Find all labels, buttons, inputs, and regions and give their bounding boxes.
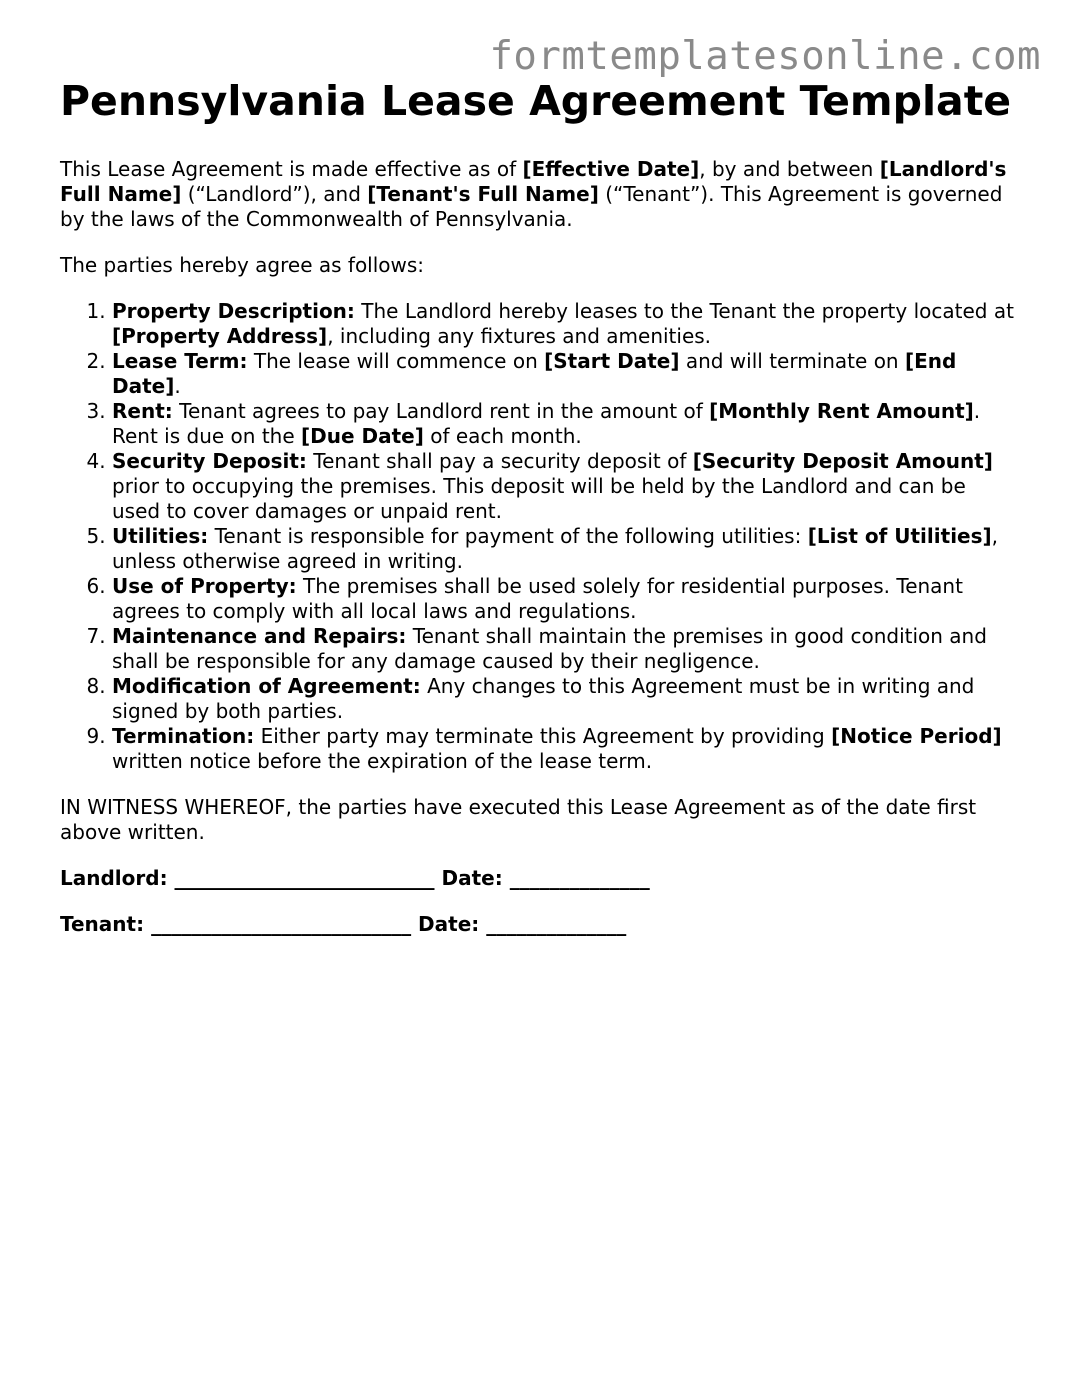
tenant-date-line[interactable]: ______________: [486, 912, 627, 936]
clause-use-of-property: [112, 574, 1020, 624]
tenant-label: Tenant:: [60, 912, 145, 936]
clause-text: written notice before the expiration of the lease term.: [112, 749, 653, 773]
start-date-placeholder: [Start Date]: [544, 349, 680, 373]
clause-text: Tenant is responsible for payment of the following utilities:: [208, 524, 808, 548]
clause-text: .: [174, 374, 181, 398]
clause-text: prior to occupying the premises. This deposit will be held by the Landlord and can be used to cover damages or unpaid rent.: [112, 474, 966, 523]
security-deposit-placeholder: [Security Deposit Amount]: [692, 449, 993, 473]
clause-heading: Utilities:: [112, 524, 209, 548]
clause-security-deposit: [112, 449, 1020, 524]
utilities-list-placeholder: [List of Utilities]: [807, 524, 992, 548]
clause-maintenance: [112, 624, 1020, 674]
clause-text: The premises shall be used solely for residential purposes. Tenant agrees to comply with all local laws and regulations.: [112, 574, 963, 623]
monthly-rent-placeholder: [Monthly Rent Amount]: [709, 399, 974, 423]
clause-lease-term: [112, 349, 1020, 399]
due-date-placeholder: [Due Date]: [301, 424, 424, 448]
clause-text: . Rent is due on the: [112, 399, 981, 448]
landlord-date-line[interactable]: ______________: [509, 866, 650, 890]
clause-text: Any changes to this Agreement must be in writing and signed by both parties.: [112, 674, 975, 723]
tenant-name-placeholder: [Tenant's Full Name]: [367, 182, 599, 206]
clause-list: [60, 299, 1020, 774]
clause-text: , unless otherwise agreed in writing.: [112, 524, 999, 573]
clause-text: , including any fixtures and amenities.: [327, 324, 712, 348]
tenant-signature-line[interactable]: __________________________: [151, 912, 412, 936]
clause-heading: Rent:: [112, 399, 173, 423]
intro-text: (“Tenant”). This Agreement is governed by the laws of the Commonwealth of Pennsylvania.: [60, 182, 1003, 231]
intro-text: , by and between: [699, 157, 880, 181]
clause-text: The Landlord hereby leases to the Tenant the property located at: [354, 299, 1014, 323]
clause-heading: Property Description:: [112, 299, 355, 323]
end-date-placeholder: [End Date]: [112, 349, 957, 398]
effective-date-placeholder: [Effective Date]: [522, 157, 700, 181]
clause-text: Tenant shall maintain the premises in good condition and shall be responsible for any damage caused by their negligence.: [112, 624, 987, 673]
tenant-signature-row: [60, 912, 1020, 937]
agreement-lead-in: The parties hereby agree as follows:: [60, 253, 425, 277]
witness-paragraph: IN WITNESS WHEREOF, the parties have executed this Lease Agreement as of the date first above written.: [60, 795, 977, 844]
clause-rent: [112, 399, 1020, 449]
landlord-signature-row: [60, 866, 1020, 891]
clause-utilities: [112, 524, 1020, 574]
landlord-label: Landlord:: [60, 866, 168, 890]
clause-text: Tenant shall pay a security deposit of: [306, 449, 693, 473]
clause-heading: Lease Term:: [112, 349, 248, 373]
landlord-date-label: Date:: [441, 866, 503, 890]
clause-text: Tenant agrees to pay Landlord rent in the amount of: [172, 399, 710, 423]
intro-text: (“Landlord”), and: [181, 182, 368, 206]
watermark: formtemplatesonline.com: [489, 34, 1041, 79]
document-page: [60, 76, 1020, 937]
landlord-signature-line[interactable]: __________________________: [174, 866, 435, 890]
clause-text: and will terminate on: [679, 349, 905, 373]
clause-termination: [112, 724, 1020, 774]
tenant-date-label: Date:: [418, 912, 480, 936]
clause-text: of each month.: [423, 424, 582, 448]
intro-paragraph: [60, 157, 1020, 232]
clause-text: The lease will commence on: [247, 349, 545, 373]
clause-heading: Termination:: [112, 724, 255, 748]
intro-text: This Lease Agreement is made effective as of: [60, 157, 523, 181]
clause-heading: Maintenance and Repairs:: [112, 624, 407, 648]
page-title: Pennsylvania Lease Agreement Template: [60, 77, 1012, 125]
clause-modification: [112, 674, 1020, 724]
clause-text: Either party may terminate this Agreement by providing: [254, 724, 832, 748]
clause-property-description: [112, 299, 1020, 349]
notice-period-placeholder: [Notice Period]: [831, 724, 1002, 748]
clause-heading: Use of Property:: [112, 574, 297, 598]
property-address-placeholder: [Property Address]: [112, 324, 328, 348]
clause-heading: Modification of Agreement:: [112, 674, 421, 698]
clause-heading: Security Deposit:: [112, 449, 307, 473]
landlord-name-placeholder: [Landlord's Full Name]: [60, 157, 1007, 206]
